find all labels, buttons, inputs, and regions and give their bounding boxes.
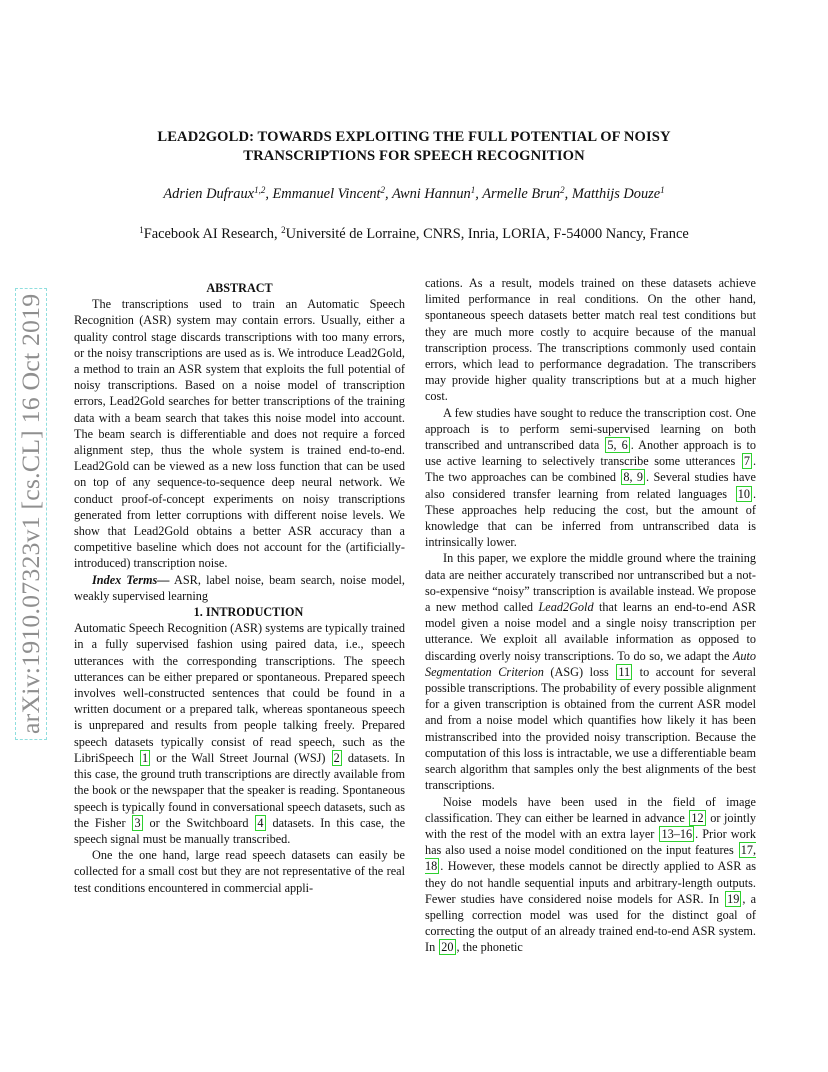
text-run: datasets. In this case, the ground truth transcriptions are directly available from the book or the newspaper that the speaker is reading. Spontaneous speech is typically found in conversational speech datasets, such as the Fisher	[74, 750, 406, 830]
citation-link[interactable]: 10	[737, 486, 750, 501]
abstract-text: The transcriptions used to train an Automatic Speech Recognition (ASR) system may contain errors. Usually, either a quality control stage discards transcriptions with too many errors, or the noisy transcriptions are used as is. We introduce Lead2Gold, a method to train an ASR system that exploits the full potential of noisy transcriptions. Based on a noise model of transcription errors, Lead2Gold searches for better transcriptions of the training data with a beam search that takes this noise model into account. The beam search is differentiable and does not require a forced alignment step, thus the whole system is trained end-to-end. Lead2Gold can be viewed as a new loss function that can be used on top of any sequence-to-sequence deep neural network. We conduct proof-of-concept experiments on noisy transcriptions generated from letter corruptions with different noise levels. We show that Lead2Gold obtains a better ASR accuracy than a competitive baseline which does not account for the (artificially-introduced) transcription noise.	[74, 297, 405, 571]
text-run: cations. As a result, models trained on these datasets achieve limited performance in real conditions. On the other hand, spontaneous speech datasets better match real test conditions but they are much more costly to acquire because of the manual transcription process. The transcriptions commonly used contain errors, which lead to performance degradation. The transcribers may provide higher quality transcriptions but at a much higher cost.	[425, 276, 756, 404]
text-run: to account for several possible transcriptions. The probability of every possible alignment for a given transcription is obtained from the current ASR model and from a noise model which quantifies how likely it has been mistranscribed into the provided noisy transcription. Because the computation of this loss is intractable, we use a differentiable beam search algorithm that samples only the best alignments of the best transcriptions.	[425, 664, 756, 793]
affiliation-name: Facebook AI Research,	[143, 226, 282, 242]
text-run: In this paper, we explore the middle ground where the training data are neither accurately transcribed nor untranscribed but a not-so-expensive “noisy” transcription is available instead. We propose a new method called	[425, 551, 756, 615]
text-run: (ASG) loss	[543, 664, 616, 679]
index-terms-text: ASR, label noise, beam search, noise model, weakly supervised learning	[74, 572, 405, 603]
citation-link[interactable]: 19	[727, 891, 740, 906]
text-run: . Several studies have also considered transfer learning from related languages	[425, 470, 756, 501]
citation-link[interactable]: 8, 9	[623, 470, 644, 485]
text-run: Noise models have been used in the field of image classification. They can either be learned in advance	[425, 794, 756, 825]
text-run: or jointly with the rest of the model with an extra layer	[425, 810, 756, 841]
text-run: datasets. In this case, the speech signal must be manually transcribed.	[74, 815, 406, 846]
emphasis-text: Auto Segmentation Criterion	[425, 648, 756, 679]
text-run: or the Wall Street Journal (WSJ)	[151, 750, 331, 765]
author-affiliation-mark: 2	[560, 185, 565, 195]
intro-heading: 1. INTRODUCTION	[193, 605, 304, 620]
author-affiliation-mark: 1	[660, 185, 665, 195]
body-paragraph	[425, 550, 756, 793]
affiliation-name: Université de Lorraine, CNRS, Inria, LORIA, F-54000 Nancy, France	[285, 226, 689, 242]
body-paragraph	[74, 847, 405, 896]
body-paragraph	[425, 405, 756, 551]
citation-link[interactable]: 1	[141, 750, 149, 765]
text-run: . Another approach is to use active learning to selectively transcribe some utterances	[425, 438, 757, 469]
author-name: Adrien Dufraux	[163, 186, 255, 202]
arxiv-stamp[interactable]: arXiv:1910.07323v1 [cs.CL] 16 Oct 2019	[15, 288, 47, 740]
affiliation-number: 1	[139, 225, 144, 235]
text-run: that learns an end-to-end ASR model given a noise model and a single noisy transcription per utterance. We exploit all available information as opposed to discarding overly noisy transcriptions. To do so, we adapt the	[425, 600, 756, 663]
author-list: Adrien Dufraux$^{1,2}$, Emmanuel Vincent$^2$, Awni Hannun$^1$, Armelle Brun$^2$, Matthijs Douze$^1$	[163, 185, 665, 202]
text-run: . Prior work has also used a noise model conditioned on the input features	[425, 826, 756, 858]
body-paragraph	[425, 275, 756, 405]
text-run: . However, these models cannot be directly applied to ASR as they do not handle sequential inputs and arbitrary-length outputs. Fewer studies have considered noise models for ASR. In	[425, 859, 756, 906]
body-paragraph	[425, 794, 756, 956]
author-affiliation-mark: 1,2	[254, 185, 266, 195]
abstract-heading: ABSTRACT	[206, 281, 273, 295]
citation-link[interactable]: 11	[618, 664, 631, 679]
citation-link[interactable]: 20	[441, 940, 454, 955]
citation-link[interactable]: 3	[134, 815, 141, 830]
citation-link[interactable]: 12	[691, 810, 704, 825]
right-column	[425, 275, 756, 956]
body-paragraph	[74, 620, 405, 847]
affiliation-line	[0, 226, 828, 243]
affiliation-number: 2	[281, 225, 286, 235]
title-line-1: LEAD2GOLD: TOWARDS EXPLOITING THE FULL POTENTIAL OF NOISY	[157, 129, 671, 145]
author-name: Emmanuel Vincent	[272, 186, 381, 202]
text-run: . These approaches help reducing the cost, but the amount of knowledge that can be inferred from untranscribed data is intrinsically lower.	[425, 486, 756, 550]
emphasis-text: Lead2Gold	[538, 600, 594, 615]
citation-link[interactable]: 7	[743, 454, 750, 469]
intro-body-right	[425, 275, 756, 956]
author-name: Awni Hannun	[391, 186, 471, 202]
citation-link[interactable]: 13–16	[661, 826, 693, 841]
paper-title	[0, 128, 828, 166]
text-run: , a spelling correction model was used for the distinct goal of correcting the output of an already trained end-to-end ASR system. In	[425, 891, 757, 955]
author-name: Armelle Brun	[482, 186, 561, 202]
text-run: or the Switchboard	[143, 815, 255, 830]
citation-link[interactable]: 2	[333, 750, 340, 765]
citation-link[interactable]: 5, 6	[607, 438, 628, 453]
text-run: A few studies have sought to reduce the transcription cost. One approach is to perform semi-supervised learning on both transcribed and untranscribed data	[425, 405, 756, 453]
citation-link[interactable]: 17, 18	[425, 843, 756, 874]
text-run: Automatic Speech Recognition (ASR) systems are typically trained in a fully supervised fashion using paired data, i.e., speech utterances with the corresponding transcriptions. The speech utterances can be either prepared or spontaneous. Prepared speech involves well-constructed sentences that could be found in a written document or a prepared talk, whereas spontaneous speech is unprepared and results from people talking freely. Prepared speech datasets typically consist of read speech, such as the LibriSpeech	[74, 621, 406, 765]
index-terms-label: Index Terms—	[92, 572, 170, 587]
intro-body-left	[74, 620, 405, 895]
text-run: . The two approaches can be combined	[425, 454, 756, 485]
index-terms	[74, 572, 405, 604]
text-run: , the phonetic	[456, 940, 523, 955]
text-run: One the one hand, large read speech datasets can easily be collected for a small cost but they are not representative of the real test conditions encountered in commercial appli-	[74, 848, 405, 895]
citation-link[interactable]: 4	[257, 815, 264, 830]
author-name: Matthijs Douze	[571, 186, 661, 202]
author-affiliation-mark: 2	[380, 185, 386, 195]
author-affiliation-mark: 1	[470, 185, 476, 195]
title-line-2: TRANSCRIPTIONS FOR SPEECH RECOGNITION	[243, 148, 585, 164]
left-column	[74, 280, 405, 896]
